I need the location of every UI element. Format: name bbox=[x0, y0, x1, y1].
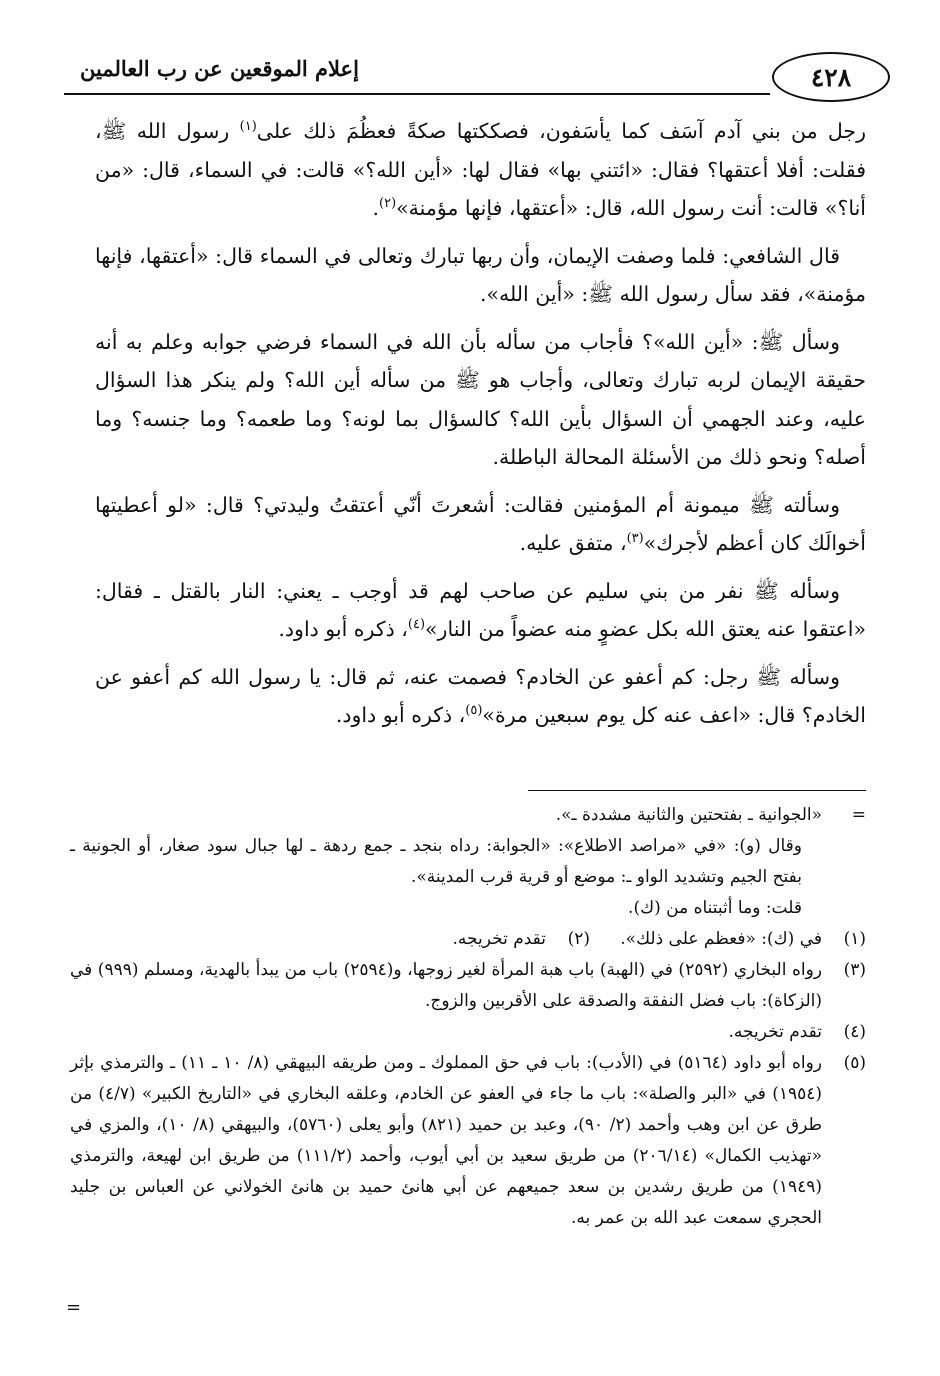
footnote-divider bbox=[528, 790, 866, 791]
footnote-4-text: تقدم تخريجه. bbox=[728, 1022, 822, 1042]
paragraph-4: وسألته ﷺ ميمونة أم المؤمنين فقالت: أشعرتَ أنّي أعتقتُ وليدتي؟ قال: «لو أعطيتها أخوالَك كان أعظم لأجرك»$^{(٣)}$، متفق عليه. bbox=[95, 492, 866, 555]
footnote-5 bbox=[70, 1048, 866, 1234]
paragraph-6: وسأله ﷺ رجل: كم أعفو عن الخادم؟ فصمت عنه، ثم قال: يا رسول الله كم أعفو عن الخادم؟ قال: «اعف عنه كل يوم سبعين مرة»$^{(٥)}$، ذكره أبو داود. bbox=[95, 664, 866, 727]
footnote-3 bbox=[70, 955, 866, 1017]
footnote-continuation: = «الجوانية ـ بفتحتين والثانية مشددة ـ». bbox=[70, 800, 866, 831]
footnote-1-2-row bbox=[70, 924, 866, 955]
footnote-2-number: (٢) bbox=[567, 929, 590, 949]
page-number: ٤٢٨ bbox=[772, 52, 890, 102]
footnote-ref-5[interactable]: (٥) bbox=[465, 703, 483, 719]
continuation-end-mark: = bbox=[66, 1297, 82, 1318]
main-text bbox=[95, 112, 866, 744]
footnote-3-text: رواه البخاري (٢٥٩٢) في (الهبة) باب هبة المرأة لغير زوجها، و(٢٥٩٤) باب من يبدأ بالهدية، ومسلم (٩٩٩) في (الزكاة): باب فضل النفقة والصدقة على الأقربين والزوج. bbox=[70, 960, 822, 1011]
footnote-continuation-note: قلت: وما أثبتناه من (ك). bbox=[628, 898, 802, 918]
footnote-4 bbox=[70, 1017, 866, 1048]
paragraph-3: وسأل ﷺ: «أين الله»؟ فأجاب من سأله بأن الله في السماء فرضي جوابه وعلم به أنه حقيقة الإيمان لربه تبارك وتعالى، وأجاب هو ﷺ من سأله أين الله؟ ولم ينكر هذا السؤال عليه، وعند الجهمي أن السؤال بأين الله؟ كالسؤال بما لونه؟ وما طعمه؟ وما جنسه؟ وما أصله؟ ونحو ذلك من الأسئلة المحالة الباطلة. bbox=[95, 329, 866, 469]
running-title: إعلام الموقعين عن رب العالمين bbox=[80, 56, 359, 81]
footnote-ref-3[interactable]: (٣) bbox=[626, 531, 644, 547]
footnote-5-text: رواه أبو داود (٥١٦٤) في (الأدب): باب في حق المملوك ـ ومن طريقه البيهقي (٨/ ١٠ ـ ١١) ـ والترمذي بإثر (١٩٥٤) في «البر والصلة»: باب ما جاء في العفو عن الخادم، وعلقه البخاري في «التاريخ الكبير» (٤/٧) من طرق عن ابن وهب وأحمد (٢/ ٩٠)، وعبد بن حميد (٨٢١) وأبو يعلى (٥٧٦٠)، والبيهقي (٨/ ١٠)، والمزي في «تهذيب الكمال» (٢٠٦/١٤) من طريق سعيد بن أبي أيوب، وأحمد (١١١/٢) من طريق ابن لهيعة، والترمذي (١٩٤٩) من طريق رشدين بن سعد جميعهم عن أبي هانئ حميد بن هانئ الخولاني عن العباس بن جليد الحجري سمعت عبد الله بن عمر به. bbox=[70, 1053, 823, 1228]
footnote-1-text: في (ك): «فعظم على ذلك». bbox=[620, 929, 822, 949]
footnote-ref-4[interactable]: (٤) bbox=[407, 617, 426, 633]
footnote-ref-2[interactable]: (٢) bbox=[379, 196, 397, 212]
paragraph-2: قال الشافعي: فلما وصفت الإيمان، وأن ربها تبارك وتعالى في السماء قال: «أعتقها، فإنها مؤمنة»، فقد سأل رسول الله ﷺ: «أين الله». bbox=[95, 243, 866, 306]
footnote-4-number: (٤) bbox=[843, 1022, 866, 1042]
footnote-continuation-text: وقال (و): «في «مراصد الاطلاع»: «الجوابة: رداه بنجد ـ جمع ردهة ـ لها جبال سود صغار، أو الجونية ـ بفتح الجيم وتشديد الواو ـ: موضع أو قرية قرب المدينة». bbox=[70, 836, 802, 887]
footnote-5-number: (٥) bbox=[843, 1053, 866, 1073]
header-rule bbox=[64, 93, 770, 95]
paragraph-1: رجل من بني آدم آسَف كما يأسَفون، فصككتها صكةً فعظُمَ ذلك على$^{(١)}$ رسول الله ﷺ، فقلت: أفلا أعتقها؟ فقال: «ائتني بها» فقال لها: «أين الله؟» قالت: في السماء، قال: «من أنا؟» قالت: أنت رسول الله، قال: «أعتقها، فإنها مؤمنة»$^{(٢)}$. bbox=[95, 119, 867, 220]
footnote-2-text: تقدم تخريجه. bbox=[452, 929, 546, 949]
footnote-1-number: (١) bbox=[843, 929, 866, 949]
paragraph-5: وسأله ﷺ نفر من بني سليم عن صاحب لهم قد أوجب ـ يعني: النار بالقتل ـ فقال: «اعتقوا عنه يعتق الله بكل عضوٍ منه عضواً من النار»$^{(٤)}$، ذكره أبو داود. bbox=[95, 578, 866, 641]
page-header bbox=[64, 48, 890, 104]
footnote-3-number: (٣) bbox=[843, 960, 866, 980]
footnotes bbox=[70, 800, 866, 1234]
continuation-mark: = bbox=[851, 805, 866, 825]
footnote-ref-1[interactable]: (١) bbox=[239, 119, 257, 135]
